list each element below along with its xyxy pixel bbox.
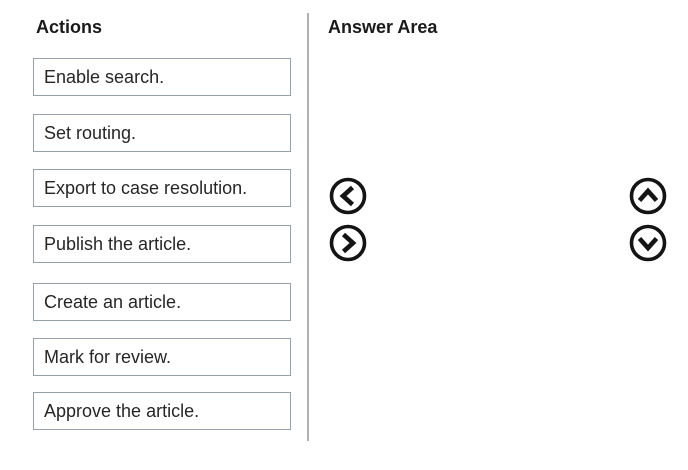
chevron-left-icon (328, 176, 368, 216)
chevron-right-icon (328, 223, 368, 263)
action-item-mark-for-review[interactable]: Mark for review. (33, 338, 291, 376)
action-item-approve-the-article[interactable]: Approve the article. (33, 392, 291, 430)
move-right-button[interactable] (328, 223, 368, 263)
action-item-export-to-case-resolution[interactable]: Export to case resolution. (33, 169, 291, 207)
actions-panel-title: Actions (36, 17, 103, 37)
action-item-set-routing[interactable]: Set routing. (33, 114, 291, 152)
answer-area-title: Answer Area (328, 17, 438, 37)
action-item-publish-the-article[interactable]: Publish the article. (33, 225, 291, 263)
move-down-button[interactable] (628, 223, 668, 263)
action-item-enable-search[interactable]: Enable search. (33, 58, 291, 96)
panel-divider (307, 13, 309, 441)
chevron-up-icon (628, 176, 668, 216)
move-up-button[interactable] (628, 176, 668, 216)
chevron-down-icon (628, 223, 668, 263)
move-left-button[interactable] (328, 176, 368, 216)
action-item-create-an-article[interactable]: Create an article. (33, 283, 291, 321)
